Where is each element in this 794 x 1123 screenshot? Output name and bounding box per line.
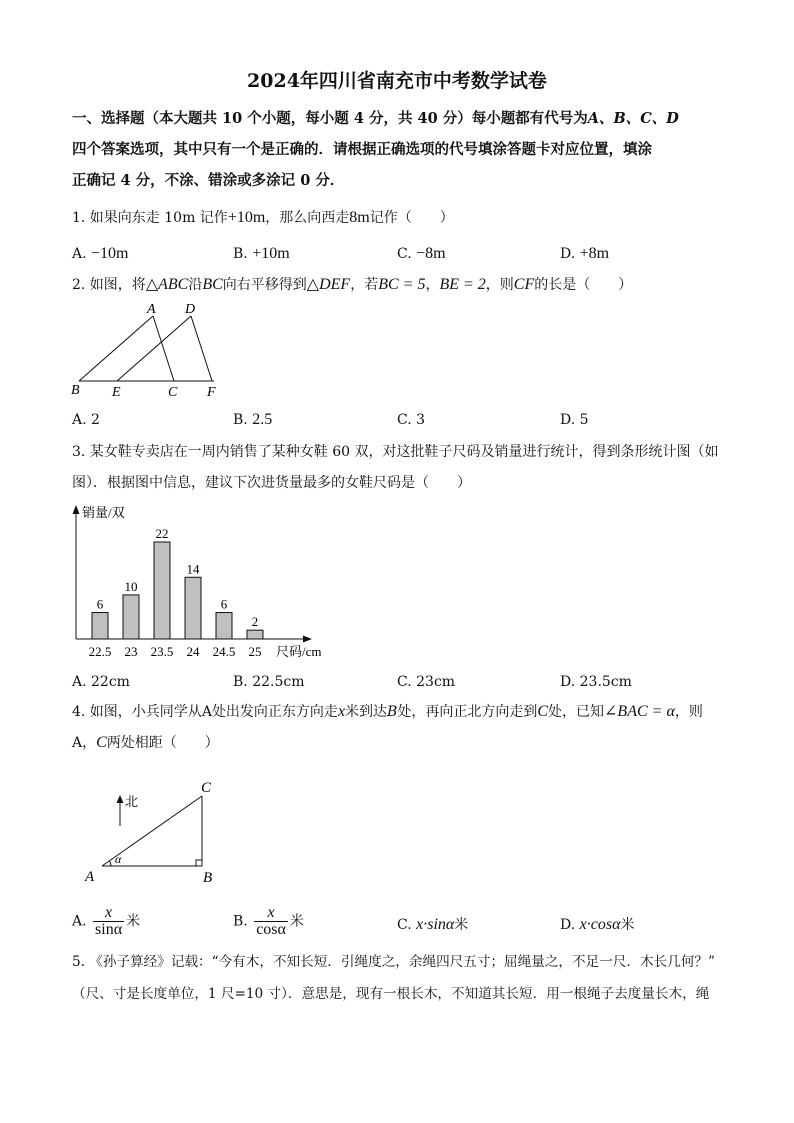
q1-text-end: 记作（ ） xyxy=(369,210,454,226)
q4-point-a: A xyxy=(201,704,212,720)
q2-cond-be: BE = 2 xyxy=(439,276,486,293)
bar-24.5 xyxy=(216,613,232,639)
label-f: F xyxy=(207,385,216,400)
numerator: x xyxy=(254,905,288,922)
option-expr: x·sinα xyxy=(416,916,455,933)
option-label: B. xyxy=(233,913,248,930)
q2-text: 2. 如图，将 xyxy=(72,277,146,293)
label-north: 北 xyxy=(125,794,139,809)
question-5-line2: （尺、寸是长度单位，1 尺=10 寸）．意思是，现有一根长木，不知道其长短．用一根绳子去度量长木，绳 xyxy=(72,986,710,1002)
fraction xyxy=(254,905,288,938)
q3-option-d[interactable] xyxy=(560,673,632,691)
question-3-line2: 图）．根据图中信息，建议下次进货量最多的女鞋尺码是（ ） xyxy=(72,475,471,491)
q1-text: 1. 如果向东走 10m 记作 xyxy=(72,210,228,226)
q4-text-d: 处，再向正北方向走到 xyxy=(397,704,538,720)
label-a: A xyxy=(147,302,156,317)
label-c: C xyxy=(168,385,178,400)
option-value: 22.5cm xyxy=(252,674,305,690)
question-4-line1 xyxy=(72,703,703,721)
bar-25 xyxy=(247,630,263,639)
q4-line2-text: 两处相距（ ） xyxy=(106,735,219,751)
denominator: cosα xyxy=(256,921,286,938)
option-label: C. xyxy=(397,917,412,933)
q4-line2-sep: ， xyxy=(82,735,97,751)
option-unit: 米 xyxy=(454,917,469,933)
q2-option-c[interactable] xyxy=(397,411,425,429)
bar-value-label: 22 xyxy=(155,526,169,541)
q4-angle: ∠BAC = α xyxy=(604,703,675,720)
q3-option-c[interactable] xyxy=(397,673,455,691)
label-b: B xyxy=(203,870,213,886)
label-c: C xyxy=(201,780,212,796)
q4-text-e: 处，已知 xyxy=(548,704,605,720)
right-angle-mark xyxy=(196,860,202,866)
denominator: sinα xyxy=(95,921,123,938)
question-3-line1: 3. 某女鞋专卖店在一周内销售了某种女鞋 60 双，对这批鞋子尺码及销量进行统计，得到条形统计图（如 xyxy=(72,444,719,460)
option-unit: 米 xyxy=(289,913,304,930)
q4-figure xyxy=(80,774,230,892)
bar-22.5 xyxy=(92,613,108,639)
section-header-line2: 四个答案选项，其中只有一个是正确的．请根据正确选项的代号填涂答题卡对应位置，填涂 xyxy=(72,141,652,158)
section-line1-text: 一、选择题（本大题共 10 个小题，每小题 4 分，共 40 分）每小题都有代号为 xyxy=(72,110,588,127)
segment-ba xyxy=(79,316,153,381)
label-a: A xyxy=(85,869,95,885)
x-axis-label: 尺码/cm xyxy=(276,644,322,659)
q2-triangle-abc: △ABC xyxy=(145,276,189,293)
option-unit: 米 xyxy=(620,917,635,933)
bar-value-label: 2 xyxy=(251,614,259,630)
q4-point-b: B xyxy=(387,704,398,720)
q2-option-d[interactable] xyxy=(560,411,589,429)
q2-option-a[interactable] xyxy=(72,411,100,429)
option-label: D. xyxy=(560,917,576,933)
x-tick-label: 23 xyxy=(124,644,138,659)
q1-option-c[interactable] xyxy=(397,245,446,263)
label-alpha: α xyxy=(115,852,122,866)
q2-text-c: 向右平移得到 xyxy=(222,277,307,293)
q2-text-f: ，则 xyxy=(485,277,514,293)
question-2 xyxy=(72,276,632,294)
section-header-line1 xyxy=(72,110,679,128)
x-tick-label: 24 xyxy=(186,644,200,659)
q3-option-a[interactable] xyxy=(72,673,130,691)
x-tick-label: 25 xyxy=(248,644,262,659)
q1-math-east: +10m xyxy=(227,209,266,226)
q2-triangle-def: △DEF xyxy=(306,276,351,293)
q2-cond-bc: BC = 5 xyxy=(378,276,426,293)
option-label: A. xyxy=(72,246,87,262)
q4-line2-a: A xyxy=(72,735,83,751)
option-label: D. xyxy=(560,246,576,262)
option-label: A. xyxy=(72,412,87,428)
x-tick-label: 23.5 xyxy=(150,644,174,659)
q2-segment-bc: BC xyxy=(202,276,223,293)
q2-text-g: 的长是（ ） xyxy=(534,277,633,293)
q1-math-west: 8m xyxy=(349,209,370,226)
bar-23.5 xyxy=(154,542,170,639)
x-tick-label: 24.5 xyxy=(212,644,236,659)
q1-option-d[interactable] xyxy=(560,245,609,263)
angle-arc xyxy=(110,861,112,866)
label-d: D xyxy=(185,302,196,317)
option-value: −10m xyxy=(91,245,129,262)
option-label: C. xyxy=(397,412,412,428)
label-b: B xyxy=(71,383,80,398)
y-axis-label: 销量/双 xyxy=(82,505,125,520)
q4-var-x: x xyxy=(337,703,346,720)
bar-value-label: 6 xyxy=(96,596,104,612)
option-value: 2.5 xyxy=(252,411,273,428)
label-e: E xyxy=(112,385,121,400)
q2-text-d: ，若 xyxy=(350,277,379,293)
bar-value-label: 14 xyxy=(186,561,200,577)
q2-figure xyxy=(64,300,234,402)
option-label: D. xyxy=(560,674,576,690)
option-label: D. xyxy=(560,412,576,428)
option-value: −8m xyxy=(416,245,446,262)
q4-line2-c: C xyxy=(96,734,107,751)
q2-text-e: ， xyxy=(425,277,440,293)
question-4-line2 xyxy=(72,734,219,752)
option-label: A. xyxy=(72,913,87,930)
q4-point-c: C xyxy=(537,703,549,720)
option-unit: 米 xyxy=(126,913,141,930)
option-label: A. xyxy=(72,674,87,690)
option-value: 23cm xyxy=(416,674,456,690)
bar-23 xyxy=(123,595,139,639)
q3-bar-chart xyxy=(60,502,340,664)
option-value: 23.5cm xyxy=(579,674,632,690)
q2-segment-cf: CF xyxy=(513,276,535,293)
q4-text-b: 处出发向正东方向走 xyxy=(211,704,338,720)
bar-value-label: 10 xyxy=(124,578,138,594)
option-label: B. xyxy=(233,246,248,262)
segment-ed xyxy=(117,316,191,381)
q4-option-a[interactable] xyxy=(72,905,140,938)
option-label: B. xyxy=(233,412,248,428)
option-value: 5 xyxy=(579,412,589,428)
option-value: +8m xyxy=(579,245,610,262)
x-axis-arrow xyxy=(303,636,312,643)
page-title: 2024年四川省南充市中考数学试卷 xyxy=(247,70,547,92)
segment-ac xyxy=(153,316,174,381)
option-expr: x·cosα xyxy=(579,916,621,933)
segment-df xyxy=(191,316,212,381)
option-label: C. xyxy=(397,246,412,262)
q3-option-b[interactable] xyxy=(233,673,305,691)
q1-option-b[interactable] xyxy=(233,245,290,263)
x-tick-label: 22.5 xyxy=(88,644,112,659)
q4-option-c[interactable] xyxy=(397,916,468,934)
section-line1-options: A、B、C、D xyxy=(587,110,679,127)
option-value: 3 xyxy=(416,412,426,428)
bar-value-label: 6 xyxy=(220,596,228,612)
q1-text-mid: ，那么向西走 xyxy=(265,210,350,226)
section-header-line3: 正确记 4 分，不涂、错涂或多涂记 0 分． xyxy=(72,172,345,189)
north-arrow-icon xyxy=(117,795,124,803)
question-1 xyxy=(72,209,454,227)
q4-option-b[interactable] xyxy=(233,905,304,938)
q4-text-f: ，则 xyxy=(674,704,703,720)
fraction xyxy=(93,905,124,938)
option-label: B. xyxy=(233,674,248,690)
q1-option-a[interactable] xyxy=(72,245,128,263)
question-5-line1: 5. 《孙子算经》记载：“今有木，不知长短．引绳度之，余绳四尺五寸；屈绳量之，不足一尺．木长几何？” xyxy=(72,954,715,970)
option-value: +10m xyxy=(252,245,290,262)
q2-text-b: 沿 xyxy=(188,277,203,293)
q4-option-d[interactable] xyxy=(560,916,634,934)
bar-24 xyxy=(185,577,201,639)
q2-option-b[interactable] xyxy=(233,411,272,429)
y-axis-arrow xyxy=(73,505,80,514)
option-label: C. xyxy=(397,674,412,690)
numerator: x xyxy=(93,905,124,922)
q4-text-c: 米到达 xyxy=(345,704,388,720)
q4-text: 4. 如图，小兵同学从 xyxy=(72,704,202,720)
option-value: 2 xyxy=(91,412,100,428)
option-value: 22cm xyxy=(91,674,130,690)
